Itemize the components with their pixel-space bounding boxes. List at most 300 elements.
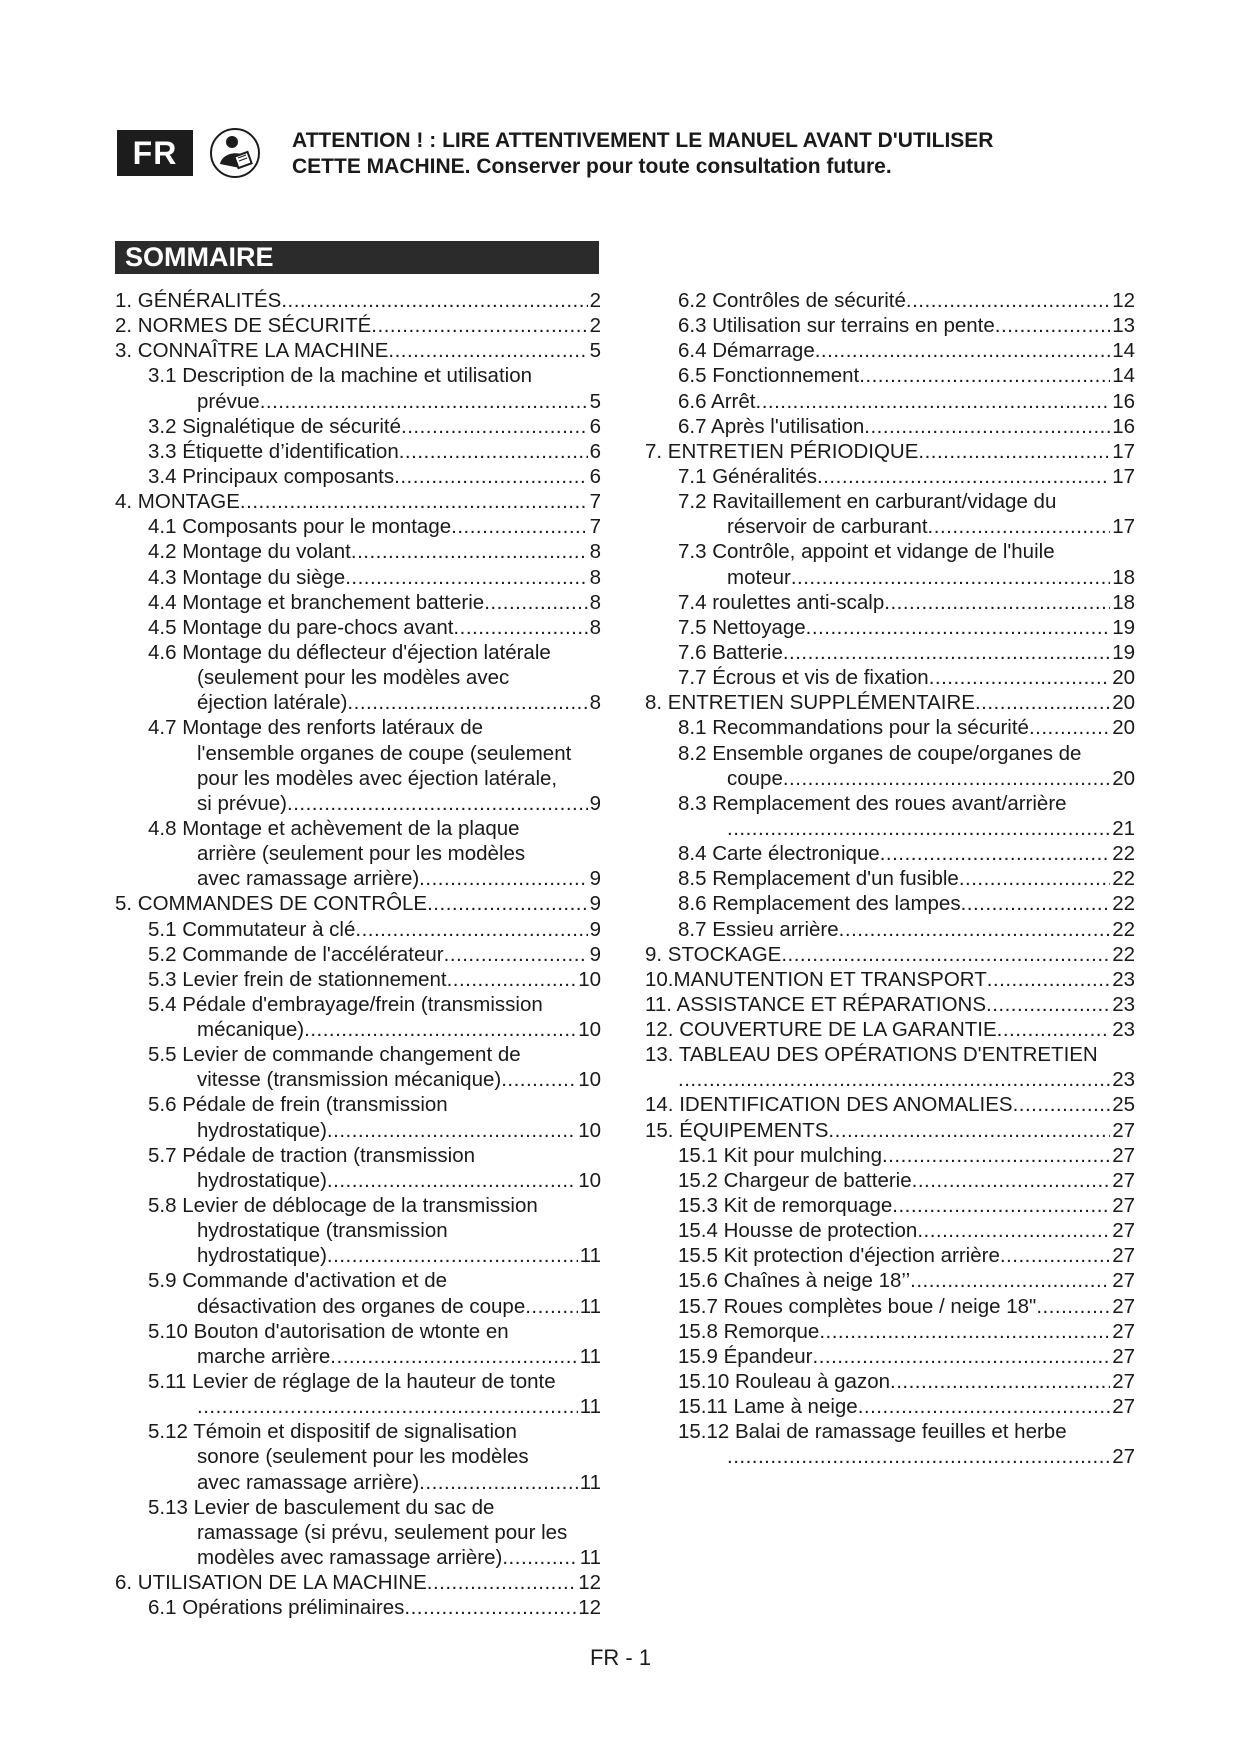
- toc-entry-page: 25: [1112, 1093, 1135, 1117]
- toc-entry: [115, 1520, 601, 1545]
- toc-entry-page: 20: [1112, 716, 1135, 740]
- toc-entry-label: 5.2 Commande de l'accélérateur: [148, 942, 444, 966]
- toc-entry-label: 5.5 Levier de commande changement de: [148, 1043, 521, 1067]
- toc-entry-label: 7.3 Contrôle, appoint et vidange de l'huile: [678, 540, 1055, 564]
- toc-entry-label: éjection latérale): [197, 691, 348, 715]
- toc-entry-label: ramassage (si prévu, seulement pour les: [197, 1520, 568, 1544]
- toc-entry: [115, 1243, 601, 1268]
- toc-entry: [645, 1369, 1135, 1394]
- toc-entry-label: 10.MANUTENTION ET TRANSPORT: [645, 967, 987, 991]
- toc-entry: [115, 715, 601, 740]
- toc-leader-dots: [791, 565, 1110, 590]
- toc-entry-label: 5.11 Levier de réglage de la hauteur de tonte: [148, 1370, 556, 1394]
- toc-entry: [115, 791, 601, 816]
- toc-leader-dots: [906, 288, 1110, 313]
- toc-leader-dots: [890, 1369, 1110, 1394]
- toc-leader-dots: [859, 363, 1110, 388]
- toc-entry: [115, 1570, 601, 1595]
- toc-entry: [645, 1218, 1135, 1243]
- toc-entry: [115, 741, 601, 766]
- toc-entry-page: 12: [578, 1596, 601, 1620]
- toc-entry: [645, 1294, 1135, 1319]
- toc-entry: [115, 338, 601, 363]
- toc-entry: [115, 816, 601, 841]
- toc-entry-label: 11. ASSISTANCE ET RÉPARATIONS: [645, 992, 987, 1016]
- toc-entry-label: 8.1 Recommandations pour la sécurité: [678, 716, 1029, 740]
- toc-entry-page: 20: [1112, 766, 1135, 790]
- toc-entry: [115, 1394, 601, 1419]
- toc-entry-page: 27: [1112, 1319, 1135, 1343]
- toc-entry: [645, 1268, 1135, 1293]
- toc-leader-dots: [995, 313, 1110, 338]
- toc-entry: [645, 741, 1135, 766]
- toc-entry-label: 15.2 Chargeur de batterie: [678, 1168, 912, 1192]
- toc-leader-dots: [756, 389, 1111, 414]
- toc-entry-label: moteur: [727, 565, 791, 589]
- toc-entry-page: 18: [1112, 590, 1135, 614]
- toc-entry-page: 19: [1112, 640, 1135, 664]
- toc-entry-page: 2: [589, 288, 601, 312]
- toc-leader-dots: [880, 841, 1110, 866]
- toc-entry-page: 20: [1112, 691, 1135, 715]
- toc-entry-page: 22: [1112, 867, 1135, 891]
- safety-warning: [292, 128, 1142, 180]
- toc-leader-dots: [347, 690, 587, 715]
- toc-entry: [115, 1595, 601, 1620]
- toc-entry-label: réservoir de carburant: [727, 515, 928, 539]
- toc-entry: [115, 363, 601, 388]
- toc-entry: [645, 288, 1135, 313]
- toc-entry: [645, 514, 1135, 539]
- toc-entry-label: 15.11 Lame à neige: [678, 1395, 858, 1419]
- toc-entry: [645, 816, 1135, 841]
- toc-entry-page: 9: [589, 917, 601, 941]
- toc-entry: [115, 1017, 601, 1042]
- toc-leader-dots: [197, 1394, 578, 1419]
- toc-entry-label: 7.1 Généralités: [678, 464, 818, 488]
- toc-entry: [645, 1193, 1135, 1218]
- toc-leader-dots: [525, 1294, 577, 1319]
- toc-entry: [645, 690, 1135, 715]
- toc-leader-dots: [987, 967, 1110, 992]
- toc-entry-page: 17: [1112, 439, 1135, 463]
- toc-entry: [115, 414, 601, 439]
- toc-leader-dots: [501, 1067, 576, 1092]
- toc-leader-dots: [330, 1344, 577, 1369]
- toc-entry: [115, 866, 601, 891]
- toc-leader-dots: [351, 539, 588, 564]
- toc-entry: [115, 1294, 601, 1319]
- toc-entry-label: 3.1 Description de la machine et utilisation: [148, 364, 533, 388]
- toc-leader-dots: [917, 1218, 1110, 1243]
- toc-entry-page: 27: [1112, 1344, 1135, 1368]
- toc-entry-label: 8.7 Essieu arrière: [678, 917, 839, 941]
- toc-entry-label: sonore (seulement pour les modèles: [197, 1445, 529, 1469]
- toc-entry: [645, 565, 1135, 590]
- toc-leader-dots: [928, 514, 1111, 539]
- toc-leader-dots: [783, 640, 1110, 665]
- toc-entry: [645, 1319, 1135, 1344]
- toc-entry-page: 9: [589, 791, 601, 815]
- toc-entry-label: 15.10 Rouleau à gazon: [678, 1370, 891, 1394]
- toc-entry-label: 6.3 Utilisation sur terrains en pente: [678, 314, 995, 338]
- toc-entry-label: hydrostatique): [197, 1244, 327, 1268]
- toc-entry: [115, 690, 601, 715]
- toc-entry-label: hydrostatique): [197, 1118, 327, 1142]
- toc-entry: [645, 489, 1135, 514]
- toc-entry-page: 12: [1112, 288, 1135, 312]
- toc-entry-page: 27: [1112, 1143, 1135, 1167]
- toc-entry: [645, 338, 1135, 363]
- toc-entry: [645, 615, 1135, 640]
- toc-entry: [645, 766, 1135, 791]
- toc-leader-dots: [959, 866, 1110, 891]
- toc-leader-dots: [884, 590, 1110, 615]
- toc-leader-dots: [327, 1243, 578, 1268]
- toc-entry: [115, 1118, 601, 1143]
- toc-entry: [645, 389, 1135, 414]
- toc-entry: [115, 665, 601, 690]
- toc-entry-page: 7: [589, 490, 601, 514]
- toc-entry-label: 7. ENTRETIEN PÉRIODIQUE: [645, 439, 919, 463]
- toc-leader-dots: [1013, 1092, 1111, 1117]
- toc-entry-page: 2: [589, 314, 601, 338]
- toc-entry-page: 23: [1112, 992, 1135, 1016]
- toc-entry: [115, 942, 601, 967]
- toc-entry: [115, 313, 601, 338]
- toc-leader-dots: [404, 1595, 576, 1620]
- toc-entry-label: si prévue): [197, 791, 288, 815]
- toc-entry-label: 15.12 Balai de ramassage feuilles et herbe: [678, 1420, 1067, 1444]
- toc-leader-dots: [394, 464, 587, 489]
- toc-entry-label: 8.5 Remplacement d'un fusible: [678, 867, 959, 891]
- toc-leader-dots: [444, 942, 588, 967]
- toc-leader-dots: [1000, 1243, 1110, 1268]
- toc-entry: [645, 1444, 1135, 1469]
- toc-leader-dots: [781, 942, 1110, 967]
- toc-entry-label: 6. UTILISATION DE LA MACHINE: [115, 1571, 427, 1595]
- toc-entry-label: 8.2 Ensemble organes de coupe/organes de: [678, 741, 1082, 765]
- toc-leader-dots: [819, 1319, 1110, 1344]
- toc-entry: [115, 514, 601, 539]
- toc-entry-label: 7.2 Ravitaillement en carburant/vidage du: [678, 490, 1057, 514]
- toc-entry-page: 14: [1112, 364, 1135, 388]
- toc-entry-label: 4.6 Montage du déflecteur d'éjection latérale: [148, 640, 551, 664]
- toc-entry-label: 2. NORMES DE SÉCURITÉ: [115, 314, 372, 338]
- toc-entry-page: 8: [589, 565, 601, 589]
- toc-entry-label: 6.7 Après l'utilisation: [678, 414, 865, 438]
- toc-entry-label: 5.1 Commutateur à clé: [148, 917, 356, 941]
- toc-entry-label: 5.3 Levier frein de stationnement: [148, 967, 447, 991]
- toc-entry-page: 27: [1112, 1244, 1135, 1268]
- toc-leader-dots: [975, 690, 1110, 715]
- toc-entry-page: 6: [589, 464, 601, 488]
- toc-entry: [115, 439, 601, 464]
- toc-leader-dots: [727, 1444, 1110, 1469]
- toc-entry-label: prévue: [197, 389, 260, 413]
- toc-entry: [645, 464, 1135, 489]
- toc-entry-label: hydrostatique (transmission: [197, 1219, 448, 1243]
- toc-leader-dots: [287, 791, 588, 816]
- toc-entry-label: 7.4 roulettes anti-scalp: [678, 590, 885, 614]
- toc-entry-page: 22: [1112, 842, 1135, 866]
- toc-entry: [115, 1218, 601, 1243]
- toc-leader-dots: [419, 1470, 578, 1495]
- toc-entry: [645, 1243, 1135, 1268]
- toc-entry-page: 21: [1112, 816, 1135, 840]
- toc-entry-label: 1. GÉNÉRALITÉS: [115, 288, 282, 312]
- toc-entry: [115, 590, 601, 615]
- toc-entry-page: 9: [589, 892, 601, 916]
- toc-entry: [645, 1118, 1135, 1143]
- toc-right-column: [645, 288, 1135, 1470]
- warning-line-2: CETTE MACHINE. Conserver pour toute consultation future.: [292, 155, 892, 178]
- toc-entry: [645, 363, 1135, 388]
- toc-entry-page: 12: [578, 1571, 601, 1595]
- toc-entry-page: 22: [1112, 892, 1135, 916]
- toc-entry-page: 6: [589, 414, 601, 438]
- toc-entry-label: 4.5 Montage du pare-chocs avant: [148, 615, 454, 639]
- toc-entry-label: 15.1 Kit pour mulching: [678, 1143, 882, 1167]
- toc-entry-label: modèles avec ramassage arrière): [197, 1546, 503, 1570]
- toc-entry-label: pour les modèles avec éjection latérale,: [197, 766, 558, 790]
- toc-entry-page: 11: [579, 1470, 601, 1494]
- toc-leader-dots: [892, 1193, 1110, 1218]
- toc-entry-label: 7.7 Écrous et vis de fixation: [678, 666, 929, 690]
- toc-entry: [645, 1344, 1135, 1369]
- toc-entry-label: 3. CONNAÎTRE LA MACHINE: [115, 339, 389, 363]
- toc-entry: [115, 1093, 601, 1118]
- toc-entry-page: 10: [578, 1168, 601, 1192]
- toc-entry-page: 17: [1112, 515, 1135, 539]
- toc-entry-label: 6.5 Fonctionnement: [678, 364, 860, 388]
- toc-entry: [645, 1067, 1135, 1092]
- toc-leader-dots: [961, 891, 1111, 916]
- toc-entry-label: 4.8 Montage et achèvement de la plaque: [148, 816, 520, 840]
- toc-entry-label: avec ramassage arrière): [197, 1470, 420, 1494]
- toc-entry: [115, 1419, 601, 1444]
- toc-entry: [645, 539, 1135, 564]
- toc-leader-dots: [997, 1017, 1111, 1042]
- toc-leader-dots: [427, 1570, 576, 1595]
- language-badge: FR: [117, 130, 193, 176]
- toc-entry: [645, 414, 1135, 439]
- toc-entry-label: 4.7 Montage des renforts latéraux de: [148, 716, 484, 740]
- toc-leader-dots: [918, 439, 1110, 464]
- toc-entry-page: 8: [589, 590, 601, 614]
- toc-entry-page: 27: [1112, 1445, 1135, 1469]
- toc-entry-label: 12. COUVERTURE DE LA GARANTIE: [645, 1018, 997, 1042]
- toc-entry-label: 6.6 Arrêt: [678, 389, 756, 413]
- toc-entry-page: 16: [1112, 414, 1135, 438]
- toc-entry-page: 10: [578, 1068, 601, 1092]
- toc-entry: [115, 1495, 601, 1520]
- toc-leader-dots: [806, 615, 1111, 640]
- toc-entry-page: 27: [1112, 1118, 1135, 1142]
- toc-entry: [115, 389, 601, 414]
- toc-entry-page: 9: [589, 942, 601, 966]
- toc-entry: [115, 1143, 601, 1168]
- toc-entry-page: 18: [1112, 565, 1135, 589]
- toc-entry: [645, 942, 1135, 967]
- toc-leader-dots: [502, 1545, 577, 1570]
- toc-leader-dots: [240, 489, 588, 514]
- toc-leader-dots: [388, 338, 587, 363]
- toc-entry-label: vitesse (transmission mécanique): [197, 1068, 502, 1092]
- toc-entry: [645, 1017, 1135, 1042]
- toc-leader-dots: [1036, 1294, 1110, 1319]
- toc-leader-dots: [419, 866, 587, 891]
- toc-entry-page: 22: [1112, 942, 1135, 966]
- toc-entry-label: 7.5 Nettoyage: [678, 615, 806, 639]
- toc-leader-dots: [1029, 715, 1110, 740]
- toc-entry-label: 15.4 Housse de protection: [678, 1219, 918, 1243]
- toc-leader-dots: [345, 565, 587, 590]
- toc-entry-label: 7.6 Batterie: [678, 640, 783, 664]
- toc-entry-label: coupe: [727, 766, 783, 790]
- toc-entry-label: 5.6 Pédale de frein (transmission: [148, 1093, 448, 1117]
- toc-title: SOMMAIRE: [115, 241, 599, 274]
- toc-entry-label: 3.3 Étiquette d’identification: [148, 439, 399, 463]
- toc-leader-dots: [401, 414, 588, 439]
- toc-leader-dots: [882, 1143, 1110, 1168]
- toc-leader-dots: [858, 1394, 1110, 1419]
- toc-entry-label: 5. COMMANDES DE CONTRÔLE: [115, 892, 428, 916]
- toc-entry-label: hydrostatique): [197, 1168, 327, 1192]
- toc-entry-page: 8: [589, 540, 601, 564]
- toc-entry: [115, 1268, 601, 1293]
- toc-entry-label: 15.9 Épandeur: [678, 1344, 813, 1368]
- toc-entry-label: 4. MONTAGE: [115, 490, 240, 514]
- toc-leader-dots: [327, 1168, 576, 1193]
- toc-entry-label: 15.6 Chaînes à neige 18’’: [678, 1269, 911, 1293]
- toc-entry: [115, 1369, 601, 1394]
- toc-leader-dots: [427, 891, 587, 916]
- toc-entry-label: 14. IDENTIFICATION DES ANOMALIES: [645, 1093, 1013, 1117]
- toc-entry-label: 8.6 Remplacement des lampes: [678, 892, 961, 916]
- toc-entry-page: 19: [1112, 615, 1135, 639]
- toc-entry-page: 27: [1112, 1269, 1135, 1293]
- toc-entry-label: (seulement pour les modèles avec: [197, 666, 510, 690]
- page-number: FR - 1: [589, 1645, 652, 1670]
- toc-leader-dots: [929, 665, 1111, 690]
- toc-entry-label: 5.4 Pédale d'embrayage/frein (transmission: [148, 992, 543, 1016]
- toc-entry-label: 5.7 Pédale de traction (transmission: [148, 1143, 476, 1167]
- toc-entry: [115, 766, 601, 791]
- toc-left-column: [115, 288, 601, 1620]
- toc-entry-label: 5.10 Bouton d'autorisation de wtonte en: [148, 1319, 509, 1343]
- toc-entry-page: 17: [1112, 464, 1135, 488]
- toc-entry-page: 5: [589, 389, 601, 413]
- toc-entry-label: 15.3 Kit de remorquage: [678, 1194, 893, 1218]
- toc-leader-dots: [864, 414, 1110, 439]
- toc-entry: [645, 715, 1135, 740]
- toc-entry-label: 3.2 Signalétique de sécurité: [148, 414, 402, 438]
- toc-entry: [645, 1042, 1135, 1067]
- toc-entry-page: 23: [1112, 1068, 1135, 1092]
- toc-entry: [115, 539, 601, 564]
- toc-entry-label: 9. STOCKAGE: [645, 942, 782, 966]
- toc-leader-dots: [451, 514, 587, 539]
- toc-leader-dots: [815, 338, 1110, 363]
- toc-entry: [645, 439, 1135, 464]
- toc-entry: [645, 917, 1135, 942]
- toc-entry-label: 4.3 Montage du siège: [148, 565, 346, 589]
- toc-entry-page: 16: [1112, 389, 1135, 413]
- toc-entry-page: 27: [1112, 1294, 1135, 1318]
- toc-entry: [645, 866, 1135, 891]
- toc-entry: [645, 1168, 1135, 1193]
- toc-entry-label: 8. ENTRETIEN SUPPLÉMENTAIRE: [645, 691, 975, 715]
- toc-entry: [115, 288, 601, 313]
- toc-entry: [115, 1319, 601, 1344]
- toc-entry: [645, 891, 1135, 916]
- toc-entry-page: 10: [578, 1018, 601, 1042]
- toc-entry-label: 6.1 Opérations préliminaires: [148, 1596, 405, 1620]
- toc-entry-page: 5: [589, 339, 601, 363]
- toc-entry: [115, 615, 601, 640]
- toc-entry: [115, 1168, 601, 1193]
- toc-entry-label: 5.12 Témoin et dispositif de signalisation: [148, 1420, 517, 1444]
- toc-entry: [645, 992, 1135, 1017]
- toc-entry-label: 8.3 Remplacement des roues avant/arrière: [678, 791, 1067, 815]
- toc-entry: [645, 791, 1135, 816]
- toc-entry-label: 4.2 Montage du volant: [148, 540, 351, 564]
- toc-entry: [115, 464, 601, 489]
- toc-entry: [115, 841, 601, 866]
- toc-leader-dots: [327, 1118, 576, 1143]
- toc-entry-page: 9: [589, 867, 601, 891]
- toc-entry-label: 8.4 Carte électronique: [678, 842, 880, 866]
- toc-entry-label: 5.9 Commande d'activation et de: [148, 1269, 448, 1293]
- toc-entry-page: 27: [1112, 1395, 1135, 1419]
- toc-leader-dots: [453, 615, 587, 640]
- toc-entry-page: 8: [589, 615, 601, 639]
- toc-leader-dots: [399, 439, 588, 464]
- toc-leader-dots: [484, 590, 587, 615]
- toc-entry-page: 6: [589, 439, 601, 463]
- toc-entry: [645, 1394, 1135, 1419]
- toc-entry-label: marche arrière: [197, 1344, 331, 1368]
- toc-entry: [645, 665, 1135, 690]
- toc-leader-dots: [839, 917, 1111, 942]
- toc-leader-dots: [813, 1344, 1111, 1369]
- toc-leader-dots: [260, 389, 588, 414]
- toc-entry-label: 4.4 Montage et branchement batterie: [148, 590, 485, 614]
- toc-entry-label: avec ramassage arrière): [197, 867, 420, 891]
- read-manual-icon: [210, 128, 260, 178]
- toc-entry-label: l'ensemble organes de coupe (seulement: [197, 741, 572, 765]
- toc-entry: [115, 1344, 601, 1369]
- toc-entry-label: 3.4 Principaux composants: [148, 464, 395, 488]
- toc-leader-dots: [828, 1118, 1110, 1143]
- toc-entry-label: mécanique): [197, 1018, 305, 1042]
- toc-entry-page: 14: [1112, 339, 1135, 363]
- toc-entry: [645, 590, 1135, 615]
- toc-entry: [645, 967, 1135, 992]
- toc-entry-page: 8: [589, 691, 601, 715]
- toc-leader-dots: [371, 313, 587, 338]
- toc-entry-page: 27: [1112, 1219, 1135, 1243]
- toc-entry: [115, 1545, 601, 1570]
- toc-entry: [115, 1444, 601, 1469]
- toc-entry: [645, 1093, 1135, 1118]
- toc-entry: [645, 841, 1135, 866]
- toc-entry: [115, 917, 601, 942]
- toc-leader-dots: [355, 917, 587, 942]
- toc-entry-label: 15.8 Remorque: [678, 1319, 820, 1343]
- toc-entry-page: 11: [579, 1294, 601, 1318]
